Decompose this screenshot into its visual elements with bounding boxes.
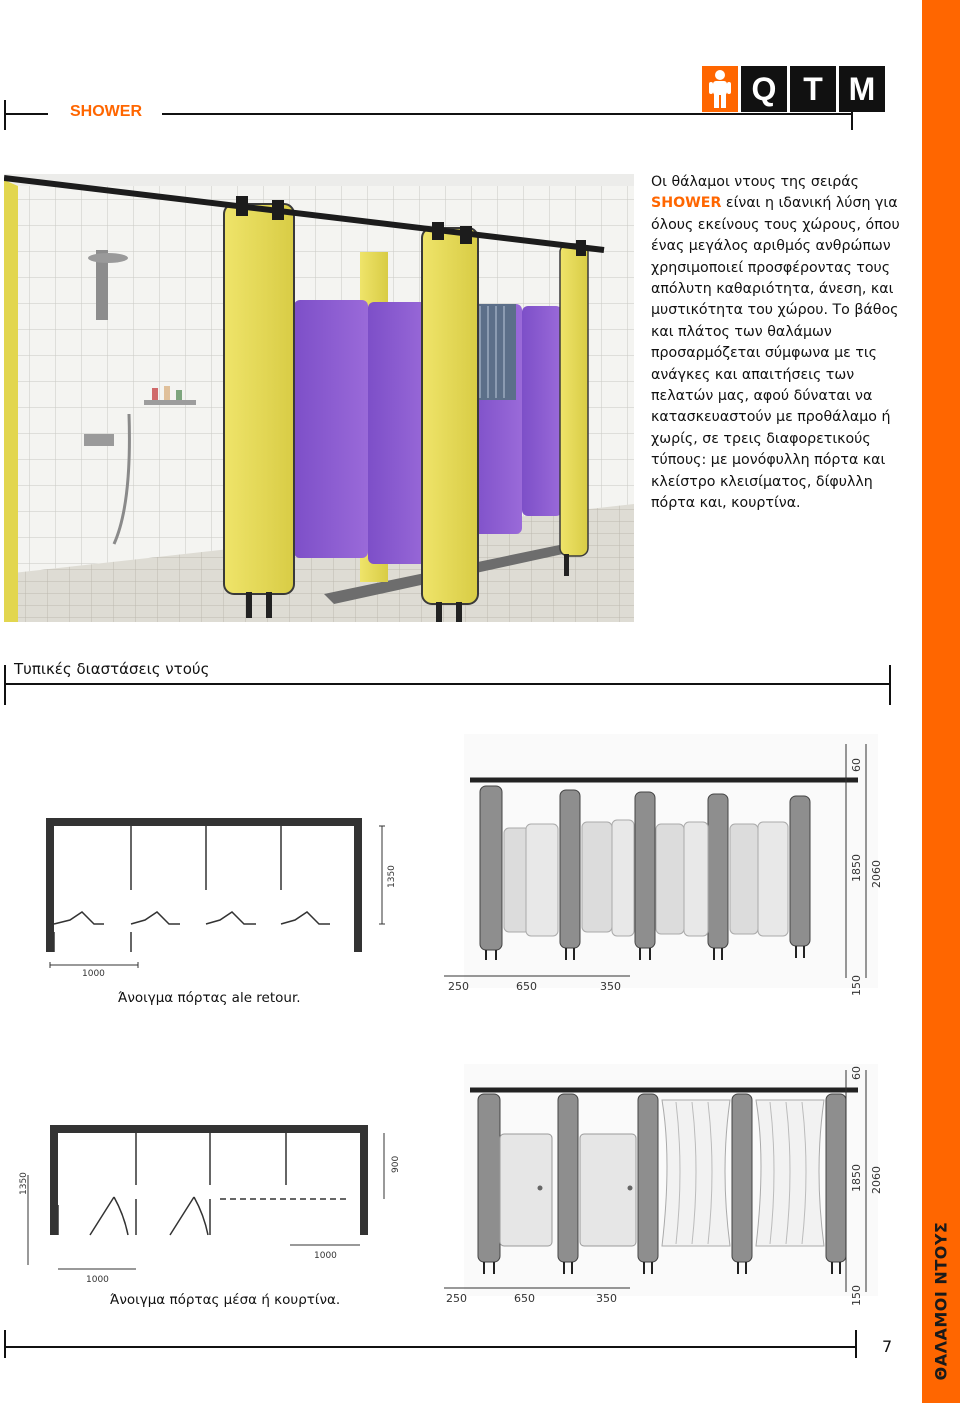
elev2-h2-label: 2060 bbox=[870, 1166, 883, 1194]
plan1-caption: Άνοιγμα πόρτας ale retour. bbox=[118, 990, 301, 1006]
elev2-w1-label: 250 bbox=[446, 1292, 467, 1305]
intro-text bbox=[651, 172, 917, 515]
logo-letter-t: T bbox=[790, 66, 836, 112]
elevation-drawing-2 bbox=[440, 1060, 888, 1310]
logo-letter-m: M bbox=[839, 66, 885, 112]
plan-drawing-1 bbox=[30, 800, 420, 990]
elev2-bottom-label: 150 bbox=[850, 1285, 863, 1306]
dims-tick-right bbox=[889, 665, 891, 705]
elev1-w3-label: 350 bbox=[600, 980, 621, 993]
footer-rule bbox=[4, 1346, 856, 1348]
header-rule-short bbox=[4, 113, 48, 115]
plan2-width-label-1: 1000 bbox=[86, 1275, 109, 1285]
elev2-w2-label: 650 bbox=[514, 1292, 535, 1305]
intro-part2: είναι η ιδανική λύση για όλους εκείνους τους χώρους, όπου ένας μεγάλος αριθμός ανθρώπων χρησιμοποιεί προσφέροντας τους απόλυτη καθαριότητα, άνεση, και μυστικότητα του χώρου. bbox=[651, 195, 900, 319]
elev2-h1-label: 1850 bbox=[850, 1164, 863, 1192]
dims-rule bbox=[4, 683, 890, 685]
elev1-bottom-label: 150 bbox=[850, 975, 863, 996]
elev1-top-label: 60 bbox=[850, 758, 863, 772]
elevation-drawing-1 bbox=[440, 730, 888, 1000]
footer-tick-left bbox=[4, 1330, 6, 1358]
footer-tick-right bbox=[855, 1330, 857, 1358]
elev1-w1-label: 250 bbox=[448, 980, 469, 993]
elev1-h2-label: 2060 bbox=[870, 860, 883, 888]
intro-part3: Το βάθος και πλάτος των θαλάμων προσαρμόζεται σύμφωνα με τις ανάγκες και απαιτήσεις των πελατών μας, αφού δύναται να κατασκευαστούν με προθάλαμο ή χωρίς, σε τρεις διαφορετικούς τύπους: με μονόφυλλη πόρτα και κλείστρο κλεισίματος, δίφυλλη πόρτα και, κουρτίνα. bbox=[651, 302, 899, 512]
plan-drawing-2 bbox=[10, 1115, 410, 1295]
plan2-anteroom-label: 900 bbox=[391, 1155, 401, 1173]
section-title: SHOWER bbox=[70, 103, 142, 120]
elev1-h1-label: 1850 bbox=[850, 854, 863, 882]
plan2-depth-label: 1350 bbox=[19, 1172, 29, 1195]
dims-tick-left bbox=[4, 665, 6, 705]
sidebar-band bbox=[922, 0, 960, 1403]
sidebar-label-wrap bbox=[922, 1206, 960, 1396]
shower-cabins-photo bbox=[4, 174, 634, 622]
logo-letter-q: Q bbox=[741, 66, 787, 112]
plan1-depth-label: 1350 bbox=[387, 865, 397, 888]
elev1-w2-label: 650 bbox=[516, 980, 537, 993]
header-rule-long bbox=[162, 113, 852, 115]
header-tick-left bbox=[4, 100, 6, 130]
intro-highlight: SHOWER bbox=[651, 195, 722, 212]
sidebar-label: ΘΑΛΑΜΟΙ ΝΤΟΥΣ bbox=[931, 1221, 951, 1381]
elev2-w3-label: 350 bbox=[596, 1292, 617, 1305]
plan1-width-label: 1000 bbox=[82, 969, 105, 979]
plan2-caption: Άνοιγμα πόρτας μέσα ή κουρτίνα. bbox=[110, 1292, 341, 1308]
elev2-top-label: 60 bbox=[850, 1066, 863, 1080]
page-number: 7 bbox=[882, 1337, 893, 1356]
intro-part1: Οι θάλαμοι ντους της σειράς bbox=[651, 174, 859, 190]
person-icon bbox=[702, 66, 738, 112]
plan2-width-label-2: 1000 bbox=[314, 1251, 337, 1261]
dimensions-title: Τυπικές διαστάσεις ντούς bbox=[14, 660, 210, 678]
qtm-logo bbox=[702, 66, 885, 112]
